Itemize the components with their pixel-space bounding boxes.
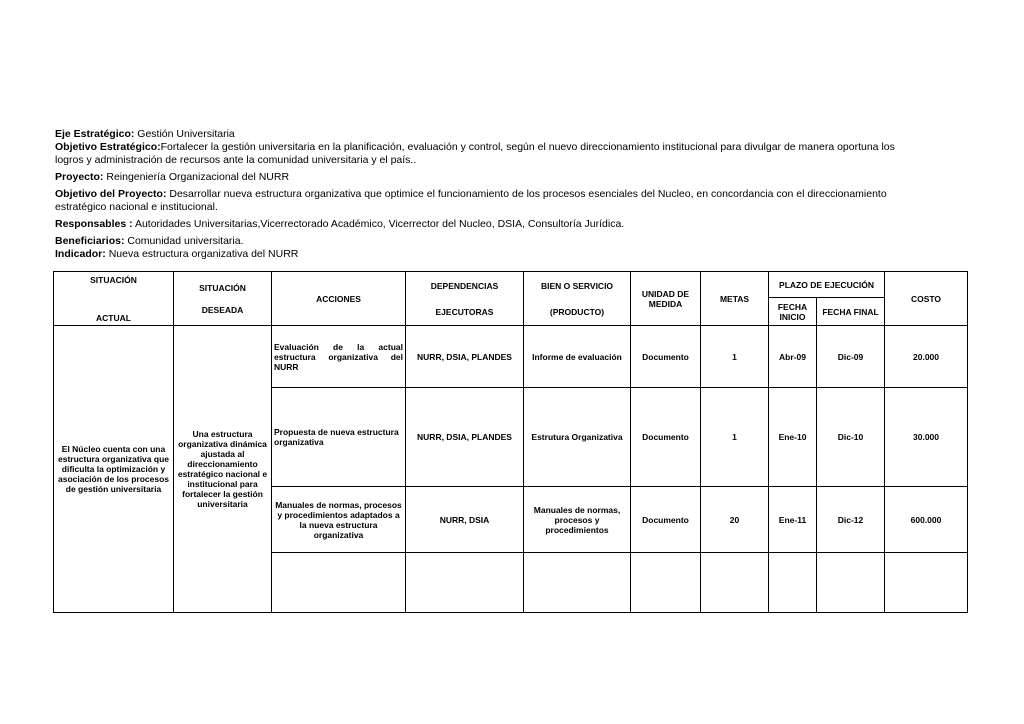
producto-cell: Informe de evaluación	[524, 326, 631, 388]
costo-cell: 600.000	[885, 487, 968, 553]
proyecto-line	[55, 171, 915, 184]
document-header	[55, 128, 915, 261]
fecha-final-cell: Dic-09	[817, 326, 885, 388]
fecha-inicio-cell: Ene-11	[769, 487, 817, 553]
objetivo-estrategico-line	[55, 141, 915, 167]
beneficiarios-value: Comunidad universitaria.	[127, 235, 244, 247]
header-situacion-actual-bottom: ACTUAL	[96, 312, 131, 323]
header-acciones: ACCIONES	[272, 272, 406, 326]
header-situacion-actual-top: SITUACIÓN	[90, 274, 137, 285]
header-situacion-deseada	[174, 272, 272, 326]
header-situacion-deseada-bottom: DESEADA	[201, 304, 244, 315]
proyecto-label: Proyecto:	[55, 171, 104, 183]
unidad-cell: Documento	[631, 388, 701, 487]
dependencias-cell: NURR, DSIA, PLANDES	[406, 326, 524, 388]
producto-cell	[524, 553, 631, 613]
dependencias-cell: NURR, DSIA	[406, 487, 524, 553]
costo-cell: 30.000	[885, 388, 968, 487]
header-metas: METAS	[701, 272, 769, 326]
costo-cell: 20.000	[885, 326, 968, 388]
dependencias-cell	[406, 553, 524, 613]
accion-cell	[272, 553, 406, 613]
header-row	[54, 272, 968, 298]
header-plazo-ejecucion: PLAZO DE EJECUCIÓN	[769, 272, 885, 298]
beneficiarios-label: Beneficiarios:	[55, 235, 125, 247]
header-fecha-inicio: FECHA INICIO	[769, 298, 817, 326]
indicador-label: Indicador:	[55, 248, 106, 260]
header-bien-servicio	[524, 272, 631, 326]
metas-cell: 20	[701, 487, 769, 553]
eje-line	[55, 128, 915, 141]
fecha-final-cell	[817, 553, 885, 613]
metas-cell: 1	[701, 388, 769, 487]
producto-cell: Manuales de normas, procesos y procedimientos	[524, 487, 631, 553]
fecha-final-cell: Dic-12	[817, 487, 885, 553]
header-dependencias-bottom: EJECUTORAS	[435, 306, 494, 317]
metas-cell: 1	[701, 326, 769, 388]
fecha-inicio-cell: Ene-10	[769, 388, 817, 487]
dependencias-cell: NURR, DSIA, PLANDES	[406, 388, 524, 487]
objetivo-proyecto-line	[55, 188, 915, 214]
responsables-label: Responsables :	[55, 218, 133, 230]
accion-cell: Manuales de normas, procesos y procedimientos adaptados a la nueva estructura organizativa	[272, 487, 406, 553]
header-situacion-deseada-top: SITUACIÓN	[199, 282, 246, 293]
header-dependencias-top: DEPENDENCIAS	[430, 280, 499, 291]
situacion-deseada-cell: Una estructura organizativa dinámica ajustada al direccionamiento estratégico nacional e institucional para fortalecer la gestión universitaria	[174, 326, 272, 613]
header-unidad-medida: UNIDAD DE MEDIDA	[631, 272, 701, 326]
eje-label: Eje Estratégico:	[55, 128, 135, 140]
objetivo-proyecto-label: Objetivo del Proyecto:	[55, 188, 167, 200]
unidad-cell: Documento	[631, 487, 701, 553]
costo-cell	[885, 553, 968, 613]
fecha-final-cell: Dic-10	[817, 388, 885, 487]
header-costo: COSTO	[885, 272, 968, 326]
beneficiarios-line	[55, 235, 915, 248]
unidad-cell	[631, 553, 701, 613]
metas-cell	[701, 553, 769, 613]
header-situacion-actual	[54, 272, 174, 326]
situacion-actual-cell: El Núcleo cuenta con una estructura organizativa que dificulta la optimización y asociación de los procesos de gestión universitaria	[54, 326, 174, 613]
eje-value: Gestión Universitaria	[137, 128, 235, 140]
header-fecha-final: FECHA FINAL	[817, 298, 885, 326]
indicador-line	[55, 248, 915, 261]
indicador-value: Nueva estructura organizativa del NURR	[108, 248, 299, 260]
objetivo-estrategico-value: Fortalecer la gestión universitaria en la planificación, evaluación y control, según el nuevo direccionamiento institucional para divulgar de manera oportuna los logros y administración de recursos ante la comunidad universitaria y el país..	[55, 141, 895, 166]
accion-cell: Evaluación de la actual estructura organizativa del NURR	[272, 326, 406, 388]
fecha-inicio-cell	[769, 553, 817, 613]
project-plan-table	[53, 271, 968, 613]
header-bien-servicio-top: BIEN O SERVICIO	[540, 280, 614, 291]
unidad-cell: Documento	[631, 326, 701, 388]
accion-cell: Propuesta de nueva estructura organizativa	[272, 388, 406, 487]
producto-cell: Estrutura Organizativa	[524, 388, 631, 487]
header-dependencias	[406, 272, 524, 326]
objetivo-estrategico-label: Objetivo Estratégico:	[55, 141, 161, 153]
table-row	[54, 326, 968, 388]
objetivo-proyecto-value: Desarrollar nueva estructura organizativa que optimice el funcionamiento de los procesos esenciales del Nucleo, en concordancia con el direccionamiento estratégico nacional e institucional.	[55, 188, 887, 213]
header-bien-servicio-bottom: (PRODUCTO)	[549, 306, 605, 317]
fecha-inicio-cell: Abr-09	[769, 326, 817, 388]
responsables-value: Autoridades Universitarias,Vicerrectorado Académico, Vicerrector del Nucleo, DSIA, Consultoría Jurídica.	[134, 218, 625, 230]
responsables-line	[55, 218, 915, 231]
proyecto-value: Reingeniería Organizacional del NURR	[106, 171, 290, 183]
